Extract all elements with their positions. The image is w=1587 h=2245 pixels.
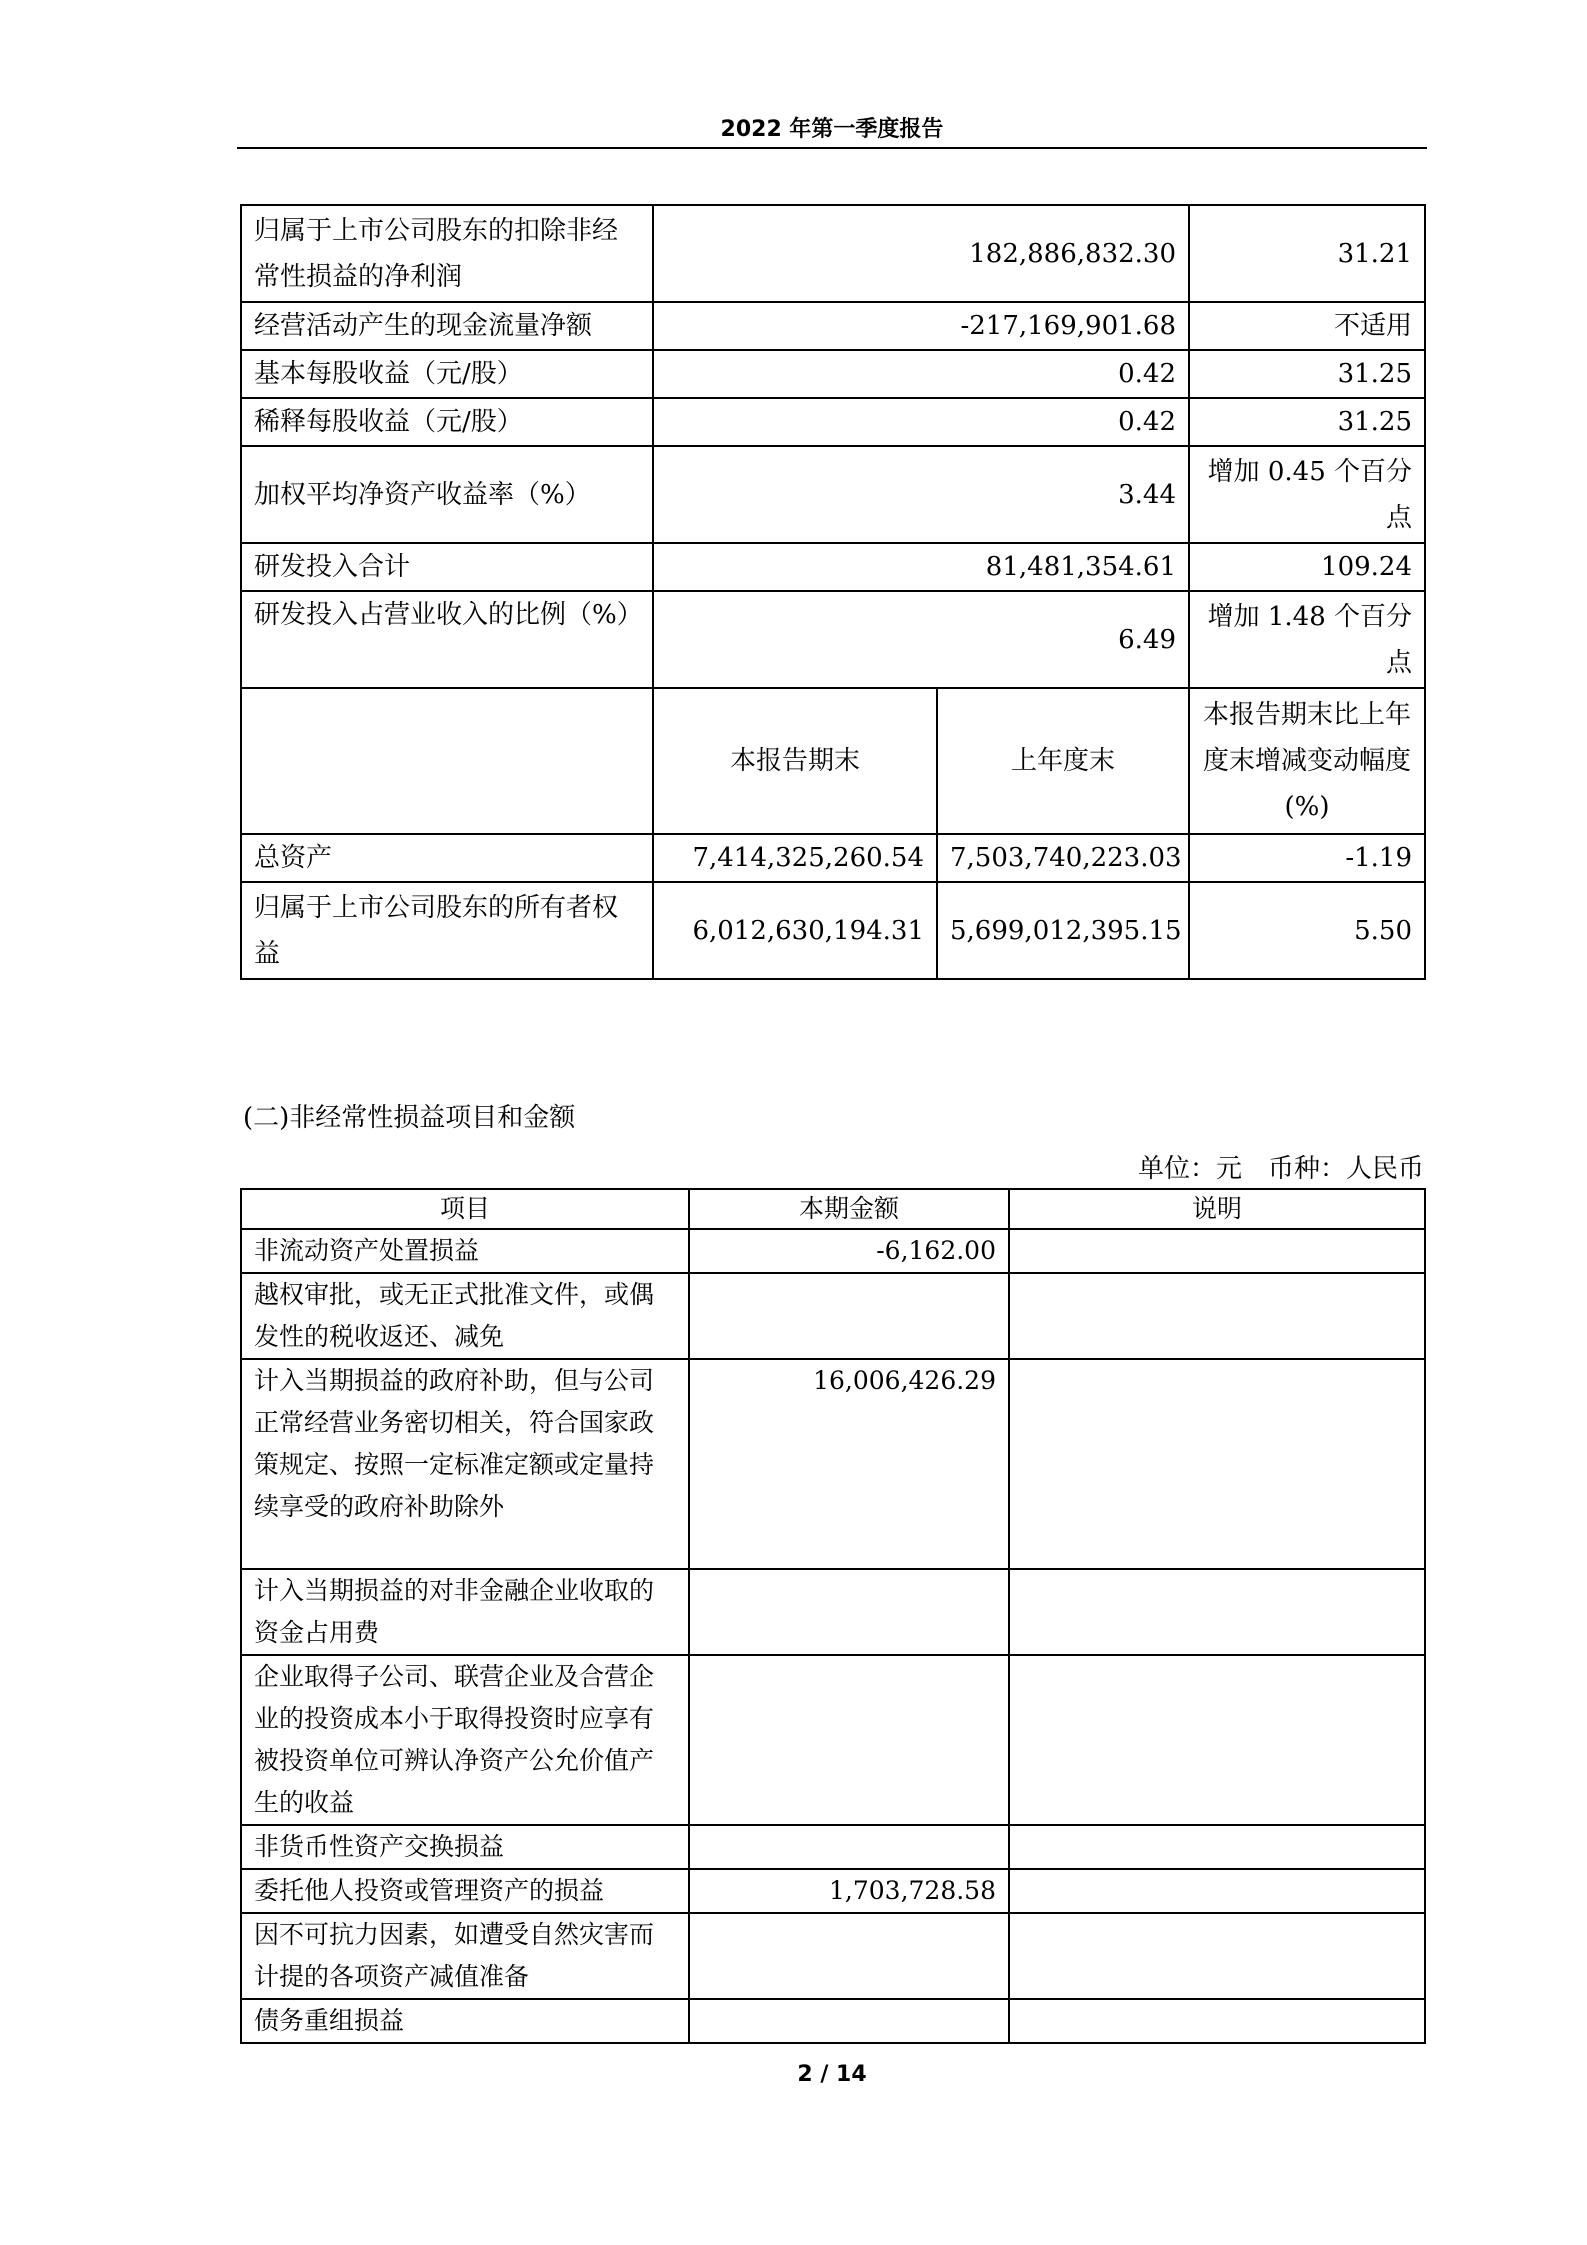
table-row	[241, 1569, 1425, 1655]
item-amount	[689, 1273, 1009, 1359]
section-title: (二)非经常性损益项目和金额	[243, 1103, 576, 1133]
col-current-period-end: 本报告期末	[653, 688, 937, 834]
row-change: -1.19	[1189, 834, 1425, 882]
row-value: 0.42	[653, 350, 1189, 398]
table-row	[241, 834, 1425, 882]
table-row	[241, 302, 1425, 350]
table-row	[241, 1655, 1425, 1825]
row-change: 31.25	[1189, 398, 1425, 446]
row-value: 3.44	[653, 446, 1189, 543]
col-note: 说明	[1009, 1189, 1425, 1229]
table-row	[241, 1913, 1425, 1999]
row-value: -217,169,901.68	[653, 302, 1189, 350]
row-label: 归属于上市公司股东的所有者权益	[241, 882, 653, 979]
row-value: 0.42	[653, 398, 1189, 446]
table-row	[241, 1999, 1425, 2043]
table-row	[241, 398, 1425, 446]
row-label: 稀释每股收益（元/股）	[241, 398, 653, 446]
table-subheader-row	[241, 688, 1425, 834]
item-label: 债务重组损益	[241, 1999, 689, 2043]
key-financial-data-table	[240, 204, 1426, 980]
row-label: 经营活动产生的现金流量净额	[241, 302, 653, 350]
item-note	[1009, 1273, 1425, 1359]
col-item: 项目	[241, 1189, 689, 1229]
row-label: 研发投入占营业收入的比例（%）	[241, 591, 653, 688]
table-row	[241, 1229, 1425, 1273]
empty-header-cell	[241, 688, 653, 834]
item-note	[1009, 1359, 1425, 1569]
item-amount: 1,703,728.58	[689, 1869, 1009, 1913]
page-number: 2 / 14	[797, 2062, 867, 2087]
item-label: 计入当期损益的政府补助，但与公司正常经营业务密切相关，符合国家政策规定、按照一定标准定额或定量持续享受的政府补助除外	[241, 1359, 689, 1569]
row-current: 6,012,630,194.31	[653, 882, 937, 979]
item-amount	[689, 1655, 1009, 1825]
row-value: 81,481,354.61	[653, 543, 1189, 591]
row-value: 182,886,832.30	[653, 205, 1189, 302]
item-label: 越权审批，或无正式批准文件，或偶发性的税收返还、减免	[241, 1273, 689, 1359]
row-change: 增加 1.48 个百分点	[1189, 591, 1425, 688]
table-row	[241, 1825, 1425, 1869]
item-label: 因不可抗力因素，如遭受自然灾害而计提的各项资产减值准备	[241, 1913, 689, 1999]
row-change: 31.21	[1189, 205, 1425, 302]
row-value: 6.49	[653, 591, 1189, 688]
item-label: 委托他人投资或管理资产的损益	[241, 1869, 689, 1913]
unit-currency-note: 单位：元 币种：人民币	[1137, 1154, 1424, 1184]
item-amount	[689, 1825, 1009, 1869]
item-amount	[689, 1913, 1009, 1999]
table-header-row	[241, 1189, 1425, 1229]
item-note	[1009, 1825, 1425, 1869]
row-current: 7,414,325,260.54	[653, 834, 937, 882]
row-prev: 5,699,012,395.15	[937, 882, 1189, 979]
item-note	[1009, 1229, 1425, 1273]
table-row	[241, 1273, 1425, 1359]
row-change: 增加 0.45 个百分点	[1189, 446, 1425, 543]
item-note	[1009, 1569, 1425, 1655]
item-amount: 16,006,426.29	[689, 1359, 1009, 1569]
row-label: 基本每股收益（元/股）	[241, 350, 653, 398]
table-row	[241, 350, 1425, 398]
item-label: 非流动资产处置损益	[241, 1229, 689, 1273]
row-change: 31.25	[1189, 350, 1425, 398]
col-amount: 本期金额	[689, 1189, 1009, 1229]
row-label: 加权平均净资产收益率（%）	[241, 446, 653, 543]
row-change: 5.50	[1189, 882, 1425, 979]
row-change: 不适用	[1189, 302, 1425, 350]
item-note	[1009, 1869, 1425, 1913]
table-row	[241, 1869, 1425, 1913]
col-change-percent: 本报告期末比上年度末增减变动幅度(%)	[1189, 688, 1425, 834]
table-row	[241, 591, 1425, 688]
item-amount: -6,162.00	[689, 1229, 1009, 1273]
table-row	[241, 543, 1425, 591]
item-note	[1009, 1655, 1425, 1825]
non-recurring-items-table	[240, 1188, 1426, 2044]
item-note	[1009, 1999, 1425, 2043]
header-divider	[237, 147, 1427, 149]
row-prev: 7,503,740,223.03	[937, 834, 1189, 882]
item-note	[1009, 1913, 1425, 1999]
table-row	[241, 205, 1425, 302]
row-label: 总资产	[241, 834, 653, 882]
row-label: 归属于上市公司股东的扣除非经常性损益的净利润	[241, 205, 653, 302]
row-change: 109.24	[1189, 543, 1425, 591]
item-amount	[689, 1999, 1009, 2043]
item-amount	[689, 1569, 1009, 1655]
table-row	[241, 882, 1425, 979]
item-label: 非货币性资产交换损益	[241, 1825, 689, 1869]
row-label: 研发投入合计	[241, 543, 653, 591]
table-row	[241, 1359, 1425, 1569]
table-row	[241, 446, 1425, 543]
col-prior-year-end: 上年度末	[937, 688, 1189, 834]
item-label: 计入当期损益的对非金融企业收取的资金占用费	[241, 1569, 689, 1655]
item-label: 企业取得子公司、联营企业及合营企业的投资成本小于取得投资时应享有被投资单位可辨认净资产公允价值产生的收益	[241, 1655, 689, 1825]
report-header-title: 2022 年第一季度报告	[720, 117, 944, 142]
